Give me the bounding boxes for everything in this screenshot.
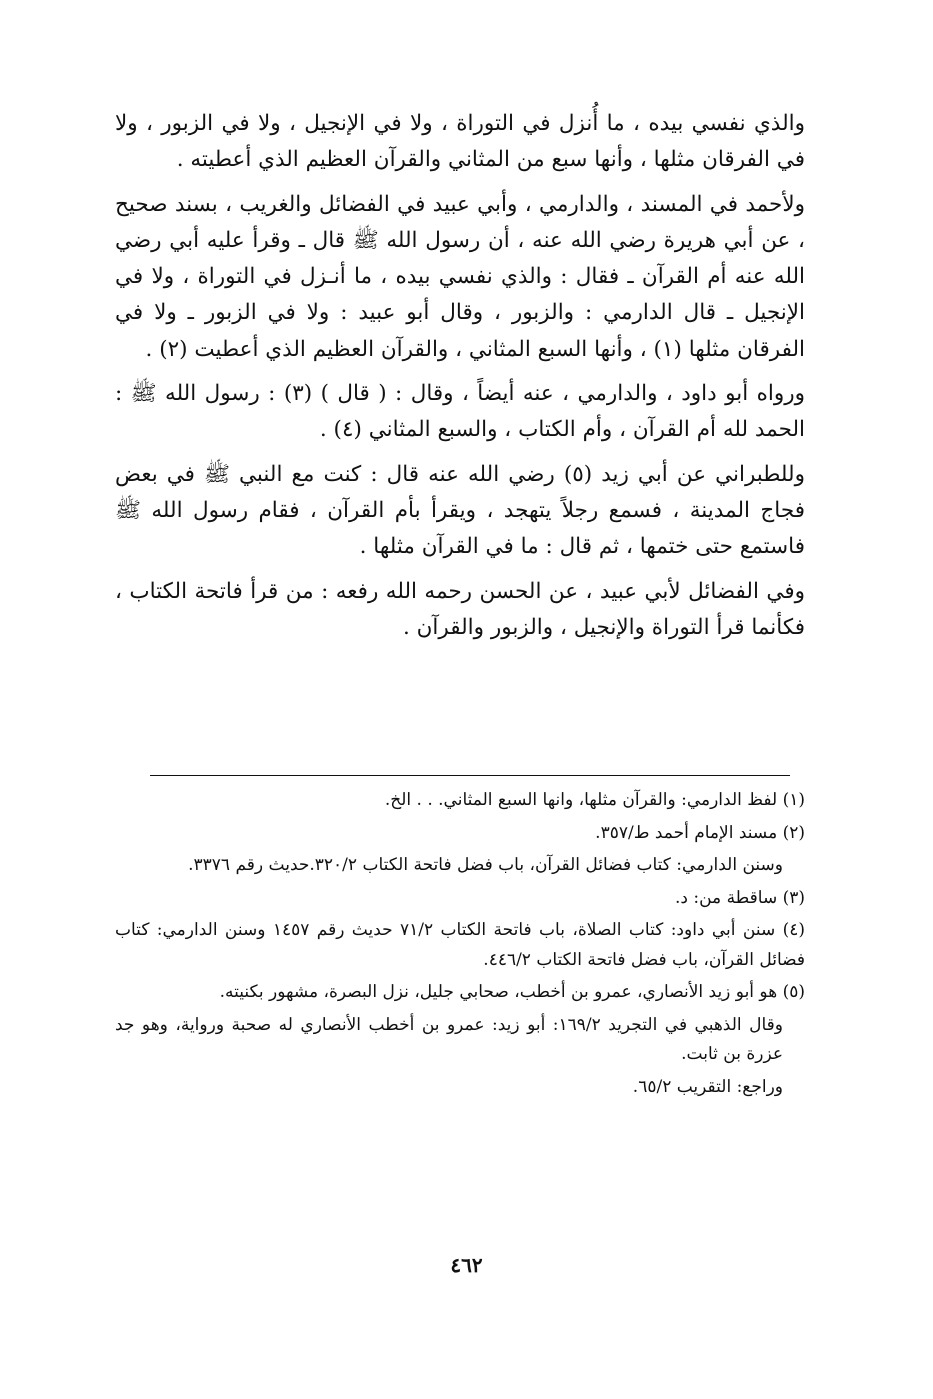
- paragraph-4: وللطبراني عن أبي زيد (٥) رضي الله عنه قال : كنت مع النبي ﷺ في بعض فجاج المدينة ، فسمع رجلاً يتهجد ، ويقرأ بأم القرآن ، فقام رسول الله ﷺ فاستمع حتى ختمها ، ثم قال : ما في القرآن مثلها .: [115, 461, 805, 560]
- page-number: ٤٦٢: [450, 1253, 483, 1277]
- footnote-5-continuation: وقال الذهبي في التجريد ١٦٩/٢: أبو زيد: عمرو بن أخطب الأنصاري له صحبة ورواية، وهو جد عزرة بن ثابت.: [115, 1014, 783, 1064]
- footnote-4: (٤) سنن أبي داود: كتاب الصلاة، باب فاتحة الكتاب ٧١/٢ حديث رقم ١٤٥٧ وسنن الدارمي: كتاب فضائل القرآن، باب فضل فاتحة الكتاب ٤٤٦/٢.: [115, 920, 805, 970]
- footnote-2-continuation: وسنن الدارمي: كتاب فضائل القرآن، باب فضل فاتحة الكتاب ٣٢٠/٢.حديث رقم ٣٣٧٦.: [188, 855, 783, 875]
- paragraph-3: ورواه أبو داود ، والدارمي ، عنه أيضاً ، وقال : ( قال ) (٣) : رسول الله ﷺ : الحمد لله أم القرآن ، وأم الكتاب ، والسبع المثاني (٤) .: [115, 381, 806, 443]
- footnote-5-reference: وراجع: التقريب ٦٥/٢.: [632, 1076, 783, 1097]
- footnote-1: (١) لفظ الدارمي: والقرآن مثلها، وانها السبع المثاني. . . الخ.: [384, 790, 805, 810]
- footnote-2: (٢) مسند الإمام أحمد ط/٣٥٧.: [595, 822, 805, 843]
- footnote-5: (٥) هو أبو زيد الأنصاري، عمرو بن أخطب، صحابي جليل، نزل البصرة، مشهور بكنيته.: [219, 982, 805, 1002]
- paragraph-2: ولأحمد في المسند ، والدارمي ، وأبي عبيد في الفضائل والغريب ، بسند صحيح ، عن أبي هريرة رضي الله عنه ، أن رسول الله ﷺ قال ـ وقرأ عليه أبي رضي الله عنه أم القرآن ـ فقال : والذي نفسي بيده ، ما أنـزل في التوراة ، ولا في الإنجيل ـ قال الدارمي : والزبور ، وقال أبو عبيد : ولا في الزبور ـ ولا في الفرقان مثلها (١) ، وأنها السبع المثاني ، والقرآن العظيم الذي أعطيت (٢) .: [115, 191, 805, 362]
- paragraph-5: وفي الفضائل لأبي عبيد ، عن الحسن رحمه الله رفعه : من قرأ فاتحة الكتاب ، فكأنما قرأ التوراة والإنجيل ، والزبور والقرآن .: [115, 578, 805, 640]
- footnote-3: (٣) ساقطة من: د.: [675, 887, 805, 908]
- footnote-divider: [150, 775, 790, 776]
- main-text: [115, 106, 805, 654]
- paragraph-1: والذي نفسي بيده ، ما أُنزل في التوراة ، ولا في الإنجيل ، ولا في الزبور ، ولا في الفرقان مثلها ، وأنها سبع من المثاني والقرآن العظيم الذي أعطيته .: [115, 111, 805, 173]
- footnotes: [115, 786, 805, 1105]
